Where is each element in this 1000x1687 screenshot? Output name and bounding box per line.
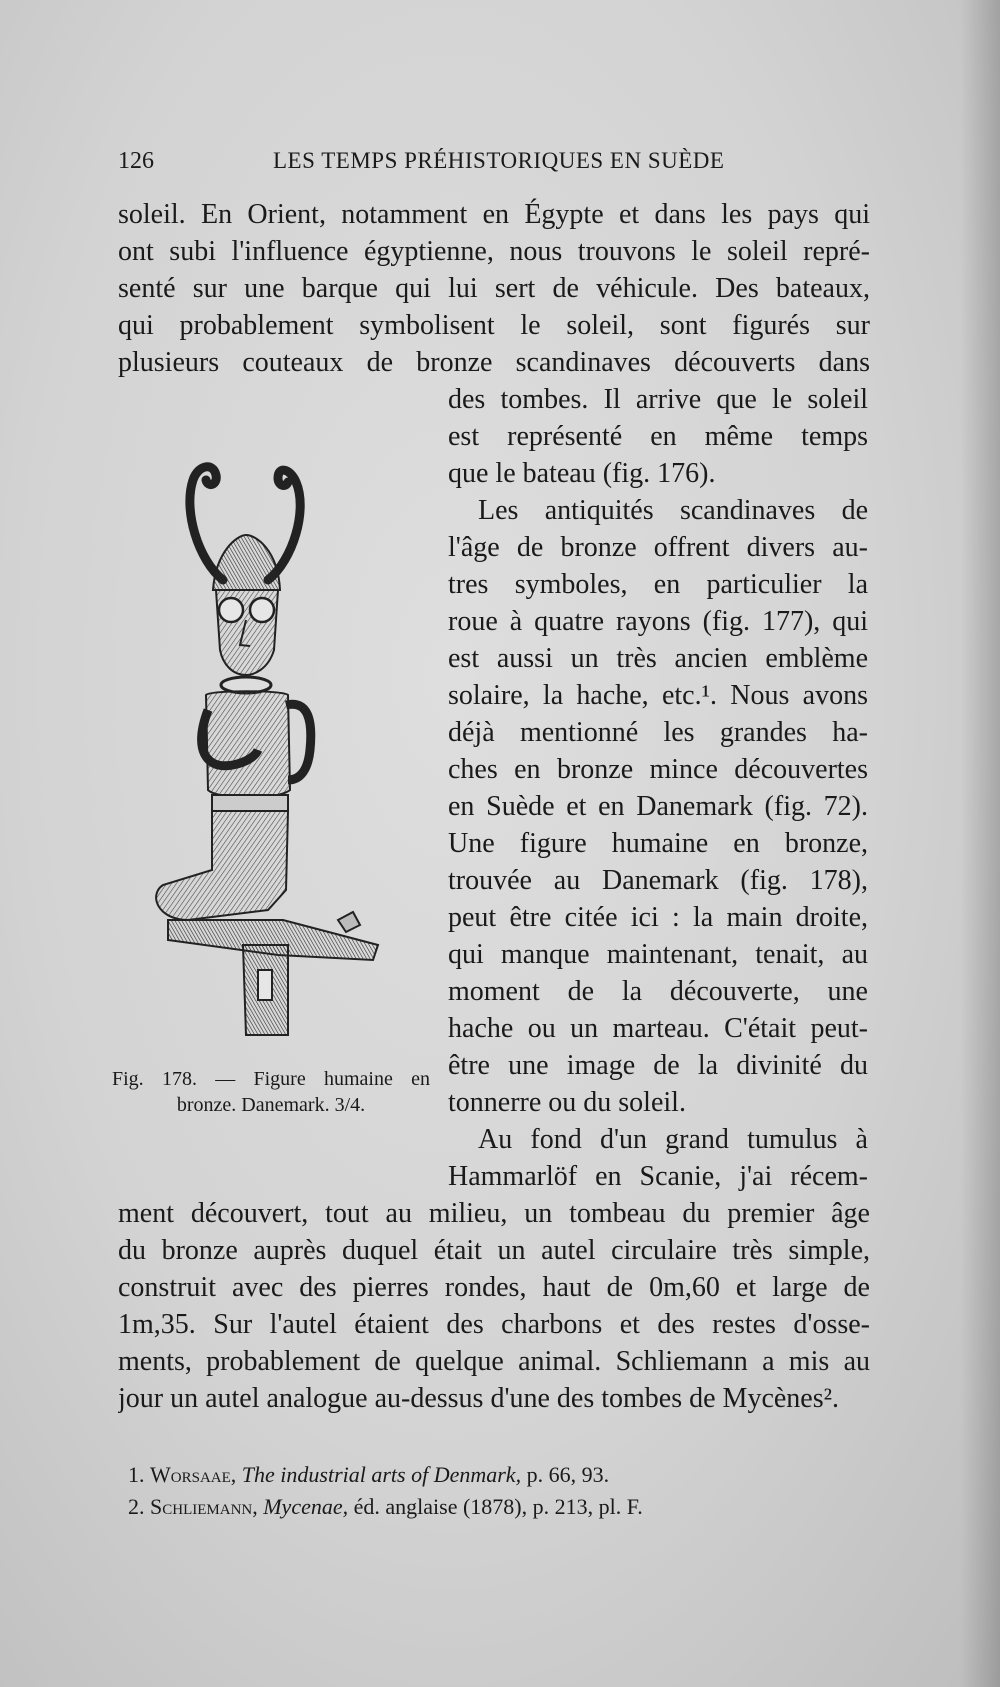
body-line: Les antiquités scandinaves de xyxy=(478,495,868,526)
page-edge-shadow xyxy=(960,0,1000,1687)
body-line: tonnerre ou du soleil. xyxy=(448,1087,686,1118)
body-line: être une image de la divinité du xyxy=(448,1050,868,1081)
footnote-number: 1. xyxy=(128,1462,145,1487)
body-line: des tombes. Il arrive que le soleil xyxy=(448,384,868,415)
body-line: est représenté en même temps xyxy=(448,421,868,452)
running-title: LES TEMPS PRÉHISTORIQUES EN SUÈDE xyxy=(273,148,725,173)
body-line: en Suède et en Danemark (fig. 72). xyxy=(448,791,868,822)
footnote-author: Worsaae, xyxy=(150,1462,237,1487)
body-line: soleil. En Orient, notamment en Égypte et dans les pays qui xyxy=(118,199,870,230)
body-line: qui probablement symbolisent le soleil, sont figurés sur xyxy=(118,310,870,341)
body-line: ont subi l'influence égyptienne, nous trouvons le soleil repré- xyxy=(118,236,870,267)
body-line: ches en bronze mince découvertes xyxy=(448,754,868,785)
body-line: Une figure humaine en bronze, xyxy=(448,828,868,859)
running-header xyxy=(118,148,728,182)
body-line: du bronze auprès duquel était un autel circulaire très simple, xyxy=(118,1235,870,1266)
body-line: qui manque maintenant, tenait, au xyxy=(448,939,868,970)
footnote xyxy=(128,1492,643,1522)
footnote-number: 2. xyxy=(128,1494,145,1519)
body-line: trouvée au Danemark (fig. 178), xyxy=(448,865,868,896)
body-line: moment de la découverte, une xyxy=(448,976,868,1007)
figure-caption xyxy=(112,1066,430,1118)
footnote-title: The industrial arts of Denmark, xyxy=(241,1462,522,1487)
caption-line: Fig. 178. — Figure humaine en xyxy=(112,1068,430,1090)
body-line: l'âge de bronze offrent divers au- xyxy=(448,532,868,563)
body-line: ment découvert, tout au milieu, un tombeau du premier âge xyxy=(118,1198,870,1229)
caption-line: bronze. Danemark. 3/4. xyxy=(176,1094,366,1116)
footnote-rest: p. 66, 93. xyxy=(526,1462,610,1487)
body-line: solaire, la hache, etc.¹. Nous avons xyxy=(448,680,868,711)
body-line: ments, probablement de quelque animal. Schliemann a mis au xyxy=(118,1346,870,1377)
bronze-horned-figure-illustration xyxy=(128,450,408,1060)
body-line: est aussi un très ancien emblème xyxy=(448,643,868,674)
body-line: tres symboles, en particulier la xyxy=(448,569,868,600)
body-line: 1m,35. Sur l'autel étaient des charbons et des restes d'osse- xyxy=(118,1309,870,1340)
footnote-rest: éd. anglaise (1878), p. 213, pl. F. xyxy=(353,1494,643,1519)
bronze-horned-figure-icon xyxy=(128,450,408,1060)
body-line: senté sur une barque qui lui sert de véhicule. Des bateaux, xyxy=(118,273,870,304)
footnote-author: Schliemann, xyxy=(150,1494,258,1519)
body-line: déjà mentionné les grandes ha- xyxy=(448,717,868,748)
body-line: construit avec des pierres rondes, haut de 0m,60 et large de xyxy=(118,1272,870,1303)
body-line: Hammarlöf en Scanie, j'ai récem- xyxy=(448,1161,868,1192)
body-line: roue à quatre rayons (fig. 177), qui xyxy=(448,606,868,637)
body-line: Au fond d'un grand tumulus à xyxy=(478,1124,868,1155)
body-line: que le bateau (fig. 176). xyxy=(448,458,716,489)
body-line: hache ou un marteau. C'était peut- xyxy=(448,1013,868,1044)
body-line: peut être citée ici : la main droite, xyxy=(448,902,868,933)
body-line: plusieurs couteaux de bronze scandinaves découverts dans xyxy=(118,347,870,378)
body-line: jour un autel analogue au-dessus d'une des tombes de Mycènes². xyxy=(118,1383,840,1414)
footnote-title: Mycenae, xyxy=(263,1494,349,1519)
footnote xyxy=(128,1460,609,1490)
page-number: 126 xyxy=(118,148,154,174)
